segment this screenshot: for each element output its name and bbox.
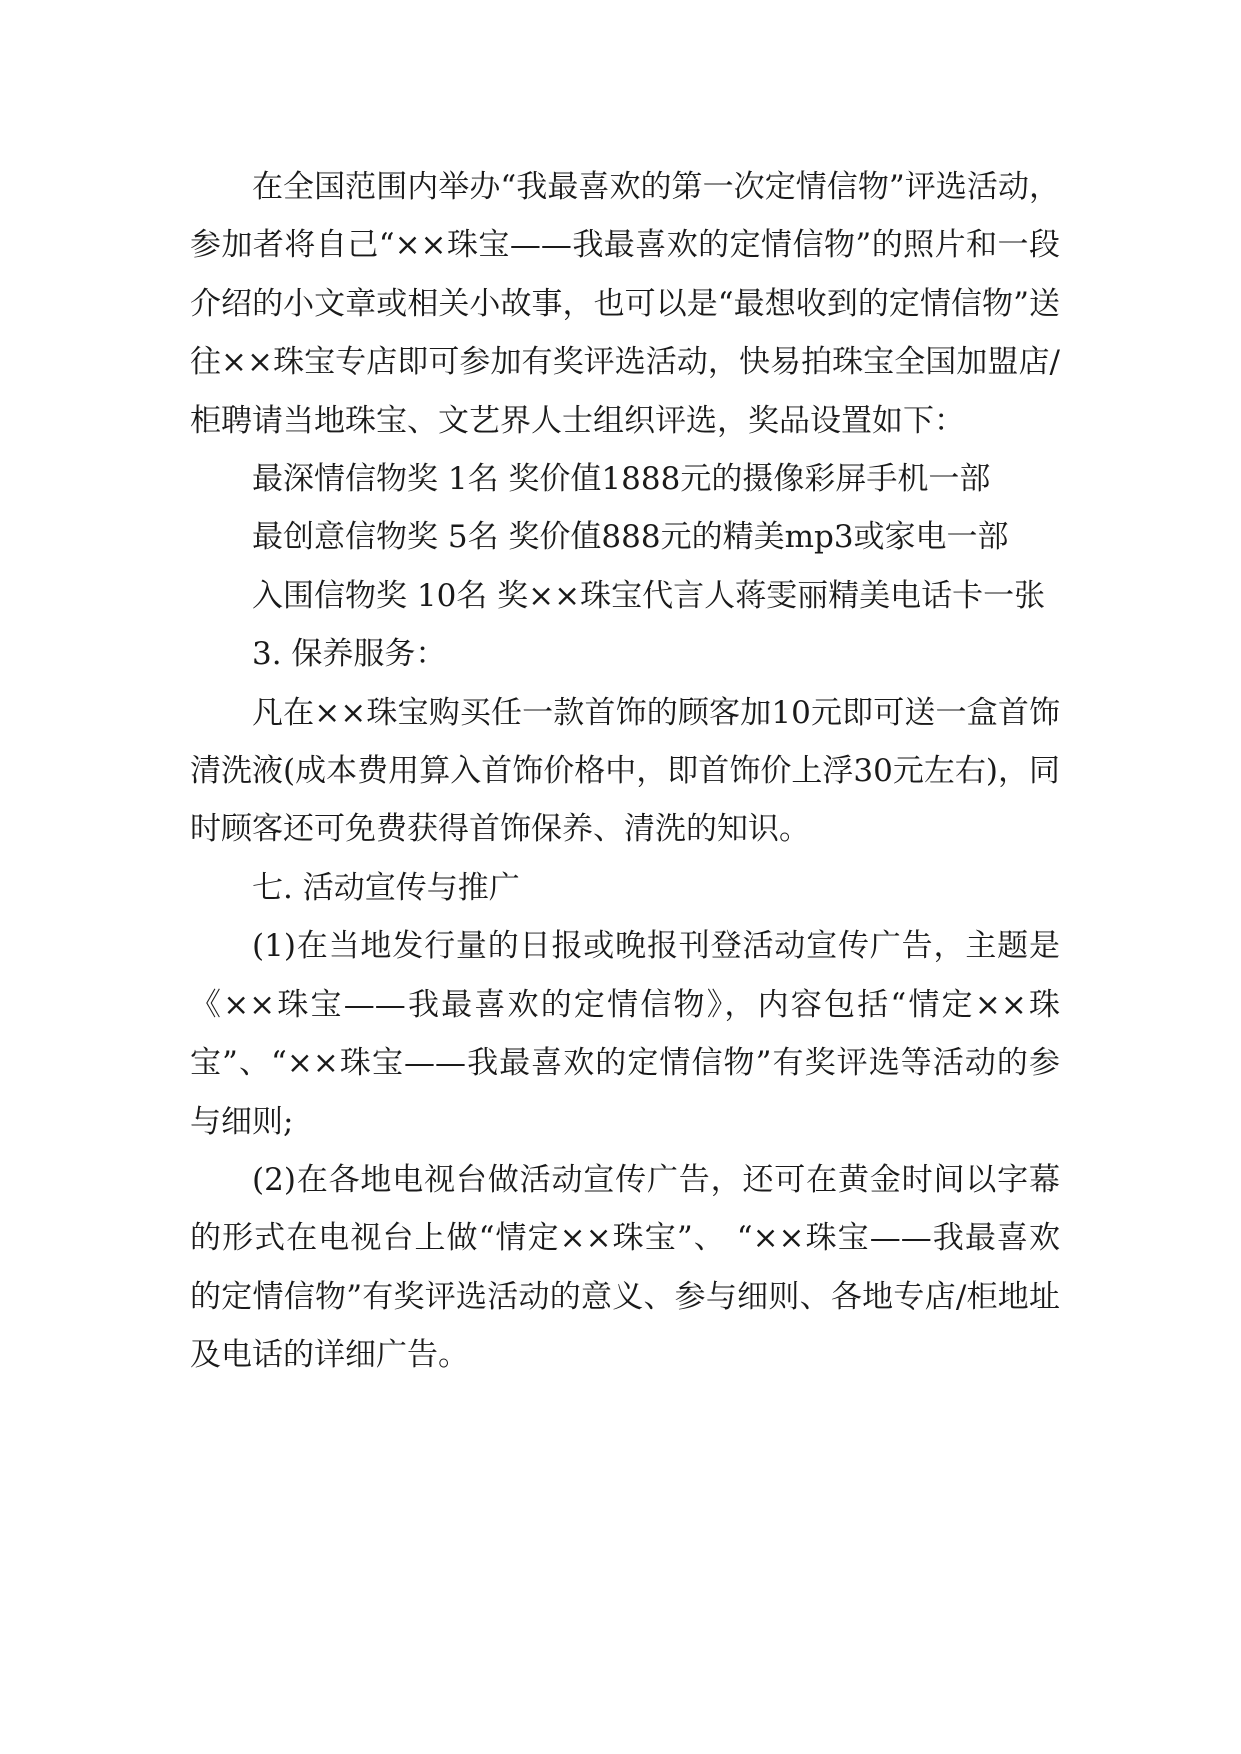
paragraph-contest-intro: 在全国范围内举办“我最喜欢的第一次定情信物”评选活动，参加者将自己“××珠宝——我最喜欢的定情信物”的照片和一段介绍的小文章或相关小故事，也可以是“最想收到的定情信物”送往××珠宝专店即可参加有奖评选活动，快易拍珠宝全国加盟店/柜聘请当地珠宝、文艺界人士组织评选，奖品设置如下： — [190, 169, 1060, 439]
paragraph-promotion-heading: 七. 活动宣传与推广 — [252, 869, 520, 906]
paragraph-prize-creative: 最创意信物奖 5名 奖价值888元的精美mp3或家电一部 — [252, 519, 1009, 556]
paragraph-promotion-tv: (2)在各地电视台做活动宣传广告，还可在黄金时间以字幕的形式在电视台上做“情定××珠宝”、 “××珠宝——我最喜欢的定情信物”有奖评选活动的意义、参与细则、各地专店/柜地址及电话的详细广告。 — [190, 1161, 1060, 1374]
paragraph-maintenance-heading: 3. 保养服务： — [252, 636, 447, 673]
paragraph-maintenance-detail: 凡在××珠宝购买任一款首饰的顾客加10元即可送一盒首饰清洗液(成本费用算入首饰价格中，即首饰价上浮30元左右)，同时顾客还可免费获得首饰保养、清洗的知识。 — [190, 694, 1060, 848]
paragraph-prize-deepest: 最深情信物奖 1名 奖价值1888元的摄像彩屏手机一部 — [252, 461, 991, 498]
paragraph-promotion-newspaper: (1)在当地发行量的日报或晚报刊登活动宣传广告，主题是《××珠宝——我最喜欢的定情信物》，内容包括“情定××珠宝”、“××珠宝——我最喜欢的定情信物”有奖评选等活动的参与细则; — [190, 928, 1060, 1140]
paragraph-prize-finalist: 入围信物奖 10名 奖××珠宝代言人蒋雯丽精美电话卡一张 — [252, 577, 1046, 614]
document-body — [190, 158, 1060, 1385]
